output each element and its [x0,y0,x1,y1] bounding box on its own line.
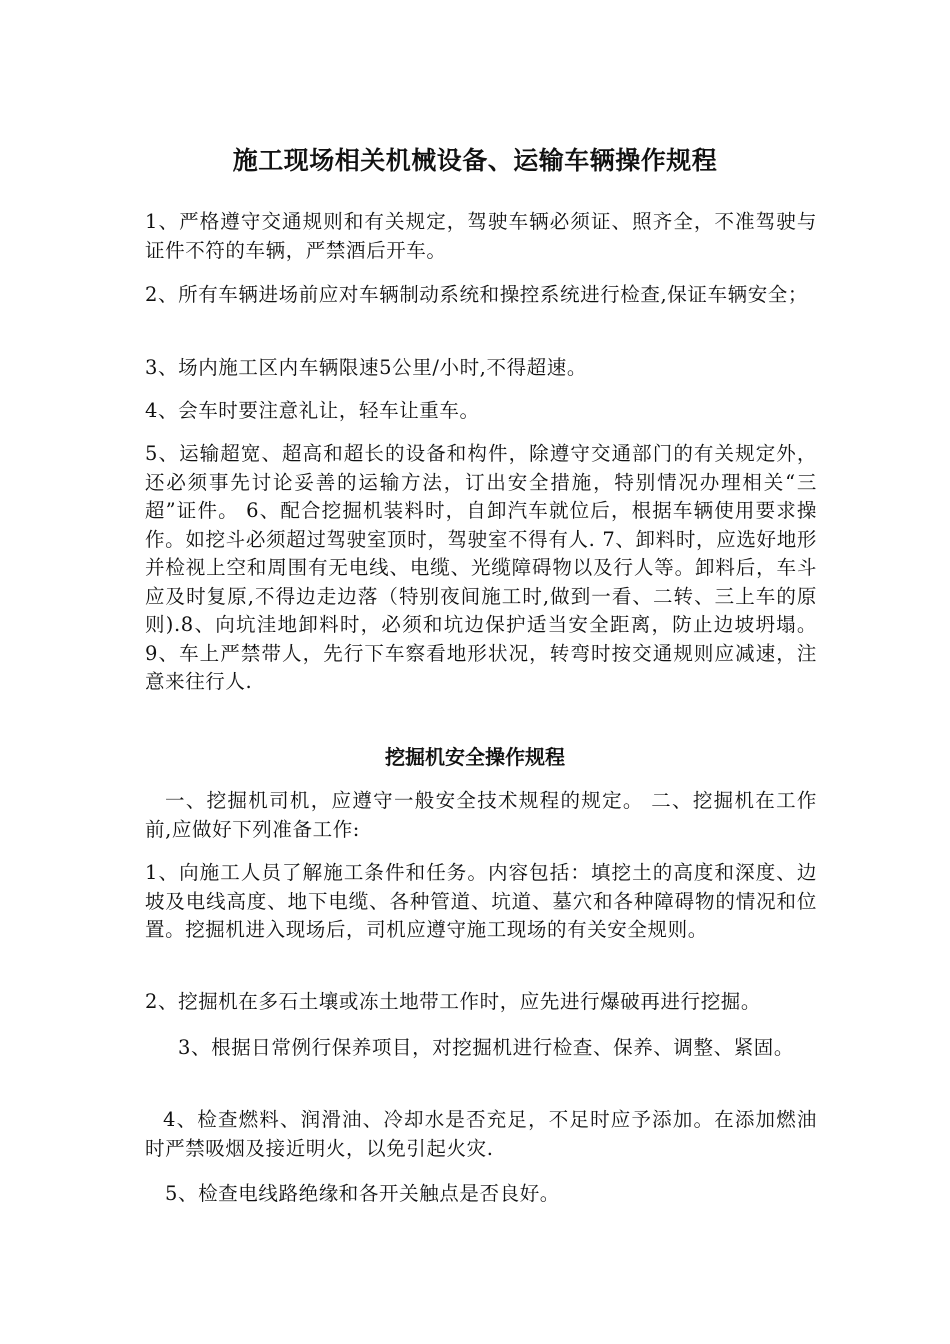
excavator-paragraph-5: 4、检查燃料、润滑油、冷却水是否充足，不足时应予添加。在添加燃油时严禁吸烟及接近明火，以免引起火灾. [145,1108,817,1160]
rule-paragraph-2: 2、所有车辆进场前应对车辆制动系统和操控系统进行检查,保证车辆安全； [145,283,809,306]
rule-paragraph-4: 4、会车时要注意礼让，轻车让重车。 [145,399,480,422]
rule-paragraph-3: 3、场内施工区内车辆限速5公里/小时,不得超速。 [145,356,587,379]
section-title-excavator: 挖掘机安全操作规程 [385,745,565,769]
excavator-paragraph-6: 5、检查电线路绝缘和各开关触点是否良好。 [165,1182,560,1205]
excavator-paragraph-4: 3、根据日常例行保养项目，对挖掘机进行检查、保养、调整、紧固。 [178,1036,795,1059]
rule-paragraph-1: 1、严格遵守交通规则和有关规定，驾驶车辆必须证、照齐全，不准驾驶与证件不符的车辆，严禁酒后开车。 [145,210,817,262]
excavator-paragraph-3: 2、挖掘机在多石土壤或冻土地带工作时，应先进行爆破再进行挖掘。 [145,990,762,1013]
excavator-paragraph-2: 1、向施工人员了解施工条件和任务。内容包括：填挖土的高度和深度、边坡及电线高度、地下电缆、各种管道、坑道、墓穴和各种障碍物的情况和位置。挖掘机进入现场后，司机应遵守施工现场的有关安全规则。 [145,861,817,941]
page-title: 施工现场相关机械设备、运输车辆操作规程 [232,146,718,175]
rule-paragraph-5: 5、运输超宽、超高和超长的设备和构件，除遵守交通部门的有关规定外，还必须事先讨论妥善的运输方法，订出安全措施，特别情况办理相关“三超”证件。 6、配合挖掘机装料时，自卸汽车就位后，根据车辆使用要求操作。如挖斗必须超过驾驶室顶时，驾驶室不得有人. 7、卸料时，应选好地形并检视上空和周围有无电线、电缆、光缆障碍物以及行人等。卸料后，车斗应及时复原,不得边走边落（特别夜间施工时,做到一看、二转、三上车的原则).8、向坑洼地卸料时，必须和坑边保护适当安全距离，防止边坡坍塌。 9、车上严禁带人，先行下车察看地形状况，转弯时按交通规则应减速，注意来往行人. [145,442,817,693]
excavator-paragraph-1: 一、挖掘机司机，应遵守一般安全技术规程的规定。 二、挖掘机在工作前,应做好下列准备工作: [145,789,817,841]
